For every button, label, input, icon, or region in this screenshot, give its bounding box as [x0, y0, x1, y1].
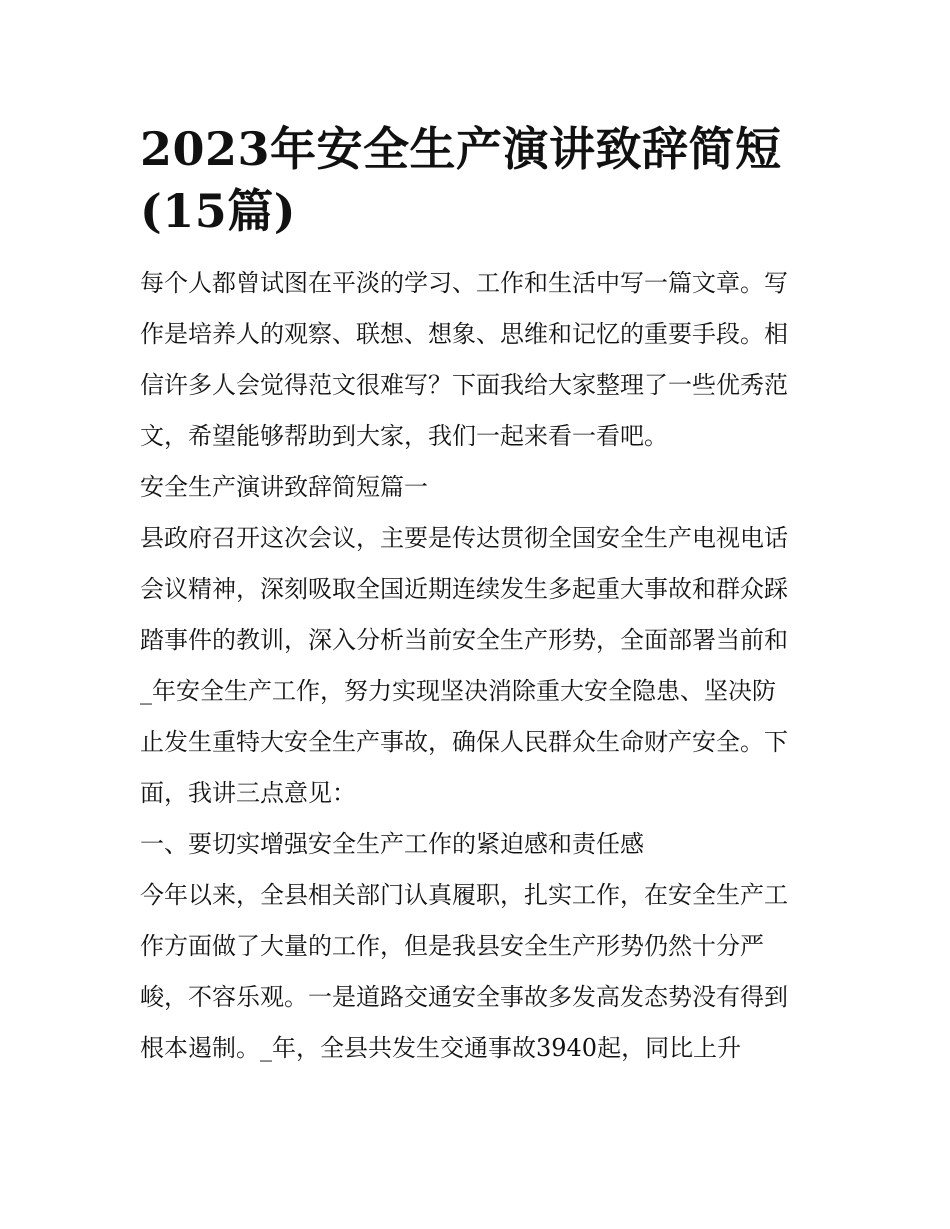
body-line: 今年以来，全县相关部门认真履职，扎实工作，在安全生产工 [140, 881, 788, 909]
document-title [140, 118, 816, 242]
document-body [140, 258, 816, 1074]
body-line: 会议精神，深刻吸取全国近期连续发生多起重大事故和群众踩 [140, 575, 788, 603]
body-line: _年安全生产工作，努力实现坚决消除重大安全隐患、坚决防 [140, 677, 776, 705]
body-line: 县政府召开这次会议，主要是传达贯彻全国安全生产电视电话 [140, 524, 788, 552]
body-line: 文，希望能够帮助到大家，我们一起来看一看吧。 [140, 422, 668, 450]
document-page [140, 118, 816, 1074]
body-line: 根本遏制。_年，全县共发生交通事故3940起，同比上升 [140, 1034, 742, 1062]
body-line: 作方面做了大量的工作，但是我县安全生产形势仍然十分严 [140, 932, 764, 960]
title-line-1: 2023年安全生产演讲致辞简短 [140, 122, 782, 176]
body-line: 峻，不容乐观。一是道路交通安全事故多发高发态势没有得到 [140, 983, 788, 1011]
section-heading: 安全生产演讲致辞简短篇一 [140, 473, 428, 501]
body-line: 信许多人会觉得范文很难写？下面我给大家整理了一些优秀范 [140, 371, 788, 399]
title-line-2: (15篇) [140, 184, 297, 238]
subsection-heading: 一、要切实增强安全生产工作的紧迫感和责任感 [140, 830, 644, 858]
body-line: 踏事件的教训，深入分析当前安全生产形势，全面部署当前和 [140, 626, 788, 654]
body-line: 每个人都曾试图在平淡的学习、工作和生活中写一篇文章。写 [140, 269, 788, 297]
body-line: 止发生重特大安全生产事故，确保人民群众生命财产安全。下 [140, 728, 788, 756]
body-line: 面，我讲三点意见： [140, 779, 356, 807]
body-line: 作是培养人的观察、联想、想象、思维和记忆的重要手段。相 [140, 320, 788, 348]
